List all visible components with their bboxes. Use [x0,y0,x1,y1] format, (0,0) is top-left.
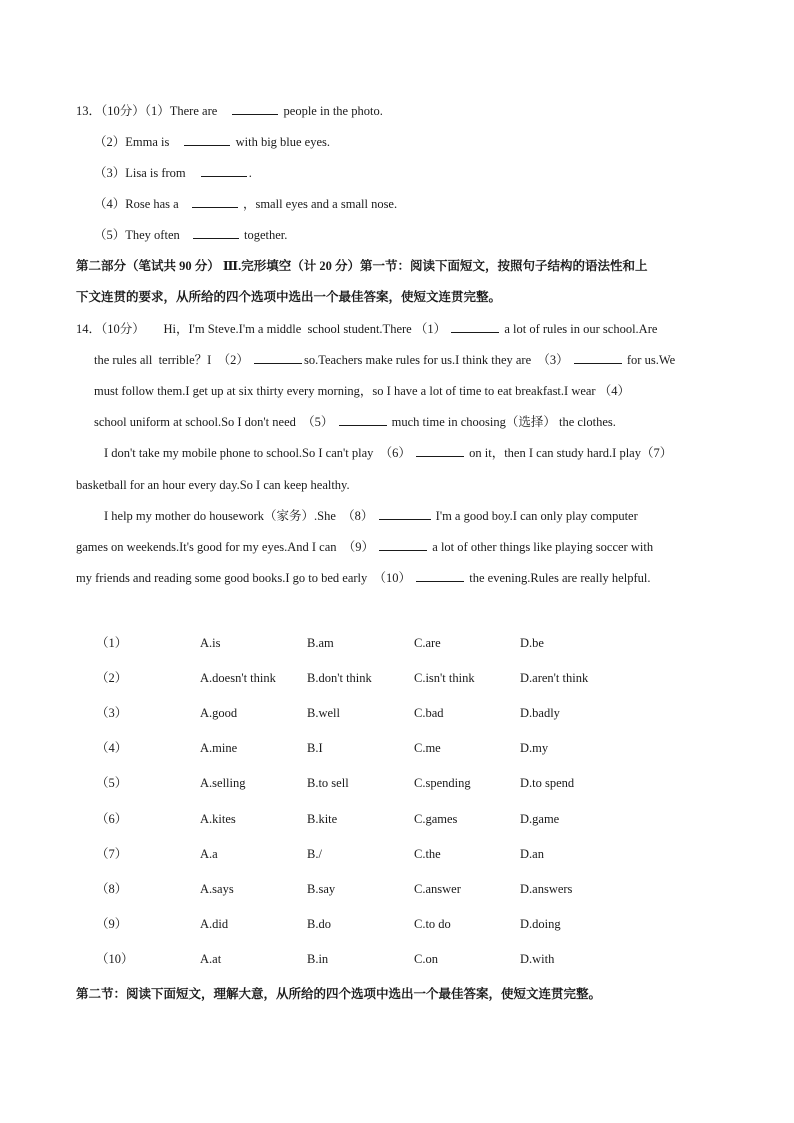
q14-text: games on weekends.It's good for my eyes.And I can （9） [76,540,375,554]
option-a[interactable]: A.a [200,847,218,861]
option-c[interactable]: C.on [414,952,438,966]
option-c[interactable]: C.are [414,636,441,650]
q14-p1-line-1 [76,321,657,337]
answer-blank-10[interactable] [416,580,464,582]
option-d[interactable]: D.to spend [520,776,575,790]
q13-line4-after: ，small eyes and a small nose. [242,197,398,211]
option-d[interactable]: D.with [520,952,555,966]
option-b[interactable]: B.do [307,917,331,931]
answer-blank-9[interactable] [379,549,427,551]
q14-p1-line-2 [94,352,675,368]
q14-text: school uniform at school.So I don't need （5） [94,415,334,429]
option-a[interactable]: A.is [200,636,221,650]
option-d[interactable]: D.an [520,847,544,861]
section-heading-line-2: 下文连贯的要求，从所给的四个选项中选出一个最佳答案，使短文连贯完整。 [76,290,502,304]
q14-text: a lot of other things like playing soccer with [432,540,654,554]
answer-blank-6[interactable] [416,455,464,457]
option-c[interactable]: C.the [414,847,441,861]
q13-line5-before: （5）They often [94,228,180,242]
option-c[interactable]: C.isn't think [414,671,475,685]
q14-p1-line-3: must follow them.I get up at six thirty every morning，so I have a lot of time to eat breakfast.I wear （4） [94,384,630,398]
answer-blank[interactable] [201,175,247,177]
section-part2-heading: 第二节：阅读下面短文，理解大意，从所给的四个选项中选出一个最佳答案，使短文连贯完整。 [76,987,602,1001]
option-b[interactable]: B.say [307,882,336,896]
option-d[interactable]: D.be [520,636,544,650]
option-number: （6） [96,812,128,826]
option-c[interactable]: C.me [414,741,441,755]
option-d[interactable]: D.aren't think [520,671,589,685]
q13-line-1 [76,103,383,119]
option-a[interactable]: A.did [200,917,229,931]
q13-line3-before: （3）Lisa is from [94,166,186,180]
q13-line4-before: （4）Rose has a [94,197,179,211]
q14-text: for us.We [626,353,676,367]
q14-text: on it，then I can study hard.I play（7） [469,446,673,460]
option-b[interactable]: B.in [307,952,329,966]
answer-blank[interactable] [192,206,238,208]
section-heading-line-1: 第二部分（笔试共 90 分） Ⅲ.完形填空（计 20 分）第一节：阅读下面短文，按照句子结构的语法性和上 [76,259,648,273]
option-a[interactable]: A.selling [200,776,246,790]
answer-blank-1[interactable] [451,331,499,333]
option-number: （5） [96,776,128,790]
option-d[interactable]: D.game [520,812,560,826]
q14-text: I'm a good boy.I can only play computer [435,509,638,523]
q14-text: 14．（10分） Hi，I'm Steve.I'm a middle school student.There （1） [76,322,447,336]
q13-head: 13．（10分）（1）There are [76,104,218,118]
q14-text: the evening.Rules are really helpful. [469,571,651,585]
option-c[interactable]: C.spending [414,776,471,790]
option-c[interactable]: C.bad [414,706,444,720]
q13-line-4 [94,196,397,212]
option-b[interactable]: B.well [307,706,340,720]
q13-line-5 [94,227,287,243]
option-b[interactable]: B./ [307,847,322,861]
option-c[interactable]: C.answer [414,882,461,896]
option-b[interactable]: B.I [307,741,323,755]
option-a[interactable]: A.at [200,952,222,966]
answer-blank[interactable] [184,144,230,146]
q14-text: I help my mother do housework（家务）.She （8） [104,509,374,523]
option-number: （4） [96,741,128,755]
q14-p2-line-2: basketball for an hour every day.So I can keep healthy. [76,478,350,492]
option-d[interactable]: D.badly [520,706,560,720]
option-a[interactable]: A.doesn't think [200,671,276,685]
option-b[interactable]: B.to sell [307,776,349,790]
answer-blank-8[interactable] [379,518,431,520]
option-a[interactable]: A.says [200,882,234,896]
option-number: （3） [96,706,128,720]
q13-line3-after: . [248,166,252,180]
q13-line1-text: people in the photo. [283,104,383,118]
option-c[interactable]: C.to do [414,917,451,931]
q13-line2-after: with big blue eyes. [235,135,331,149]
option-number: （8） [96,882,128,896]
q14-p3-line-2 [76,539,653,555]
q14-p1-line-4 [94,414,616,430]
q13-line5-after: together. [244,228,288,242]
option-a[interactable]: A.mine [200,741,238,755]
option-d[interactable]: D.my [520,741,549,755]
answer-blank-2[interactable] [254,362,302,364]
option-number: （1） [96,636,128,650]
q14-text: much time in choosing（选择） the clothes. [391,415,616,429]
answer-blank[interactable] [232,113,278,115]
option-b[interactable]: B.kite [307,812,338,826]
q14-text: my friends and reading some good books.I go to bed early （10） [76,571,412,585]
option-d[interactable]: D.answers [520,882,573,896]
q14-text: the rules all terrible？I （2） [94,353,249,367]
q14-p3-line-3 [76,570,650,586]
option-number: （7） [96,847,128,861]
q14-text: I don't take my mobile phone to school.So I can't play （6） [104,446,411,460]
q14-text: so.Teachers make rules for us.I think they are （3） [303,353,569,367]
answer-blank[interactable] [193,237,239,239]
option-number: （9） [96,917,128,931]
answer-blank-3[interactable] [574,362,622,364]
q13-line-2 [94,134,330,150]
q13-line2-before: （2）Emma is [94,135,170,149]
option-d[interactable]: D.doing [520,917,561,931]
option-a[interactable]: A.kites [200,812,236,826]
q14-p2-line-1 [104,445,672,461]
q14-text: a lot of rules in our school.Are [504,322,658,336]
q14-p3-line-1 [104,508,638,524]
option-a[interactable]: A.good [200,706,238,720]
option-c[interactable]: C.games [414,812,458,826]
option-b[interactable]: B.am [307,636,334,650]
answer-blank-5[interactable] [339,424,387,426]
option-b[interactable]: B.don't think [307,671,372,685]
q13-line-3 [94,165,252,181]
option-number: （10） [96,952,134,966]
option-number: （2） [96,671,128,685]
